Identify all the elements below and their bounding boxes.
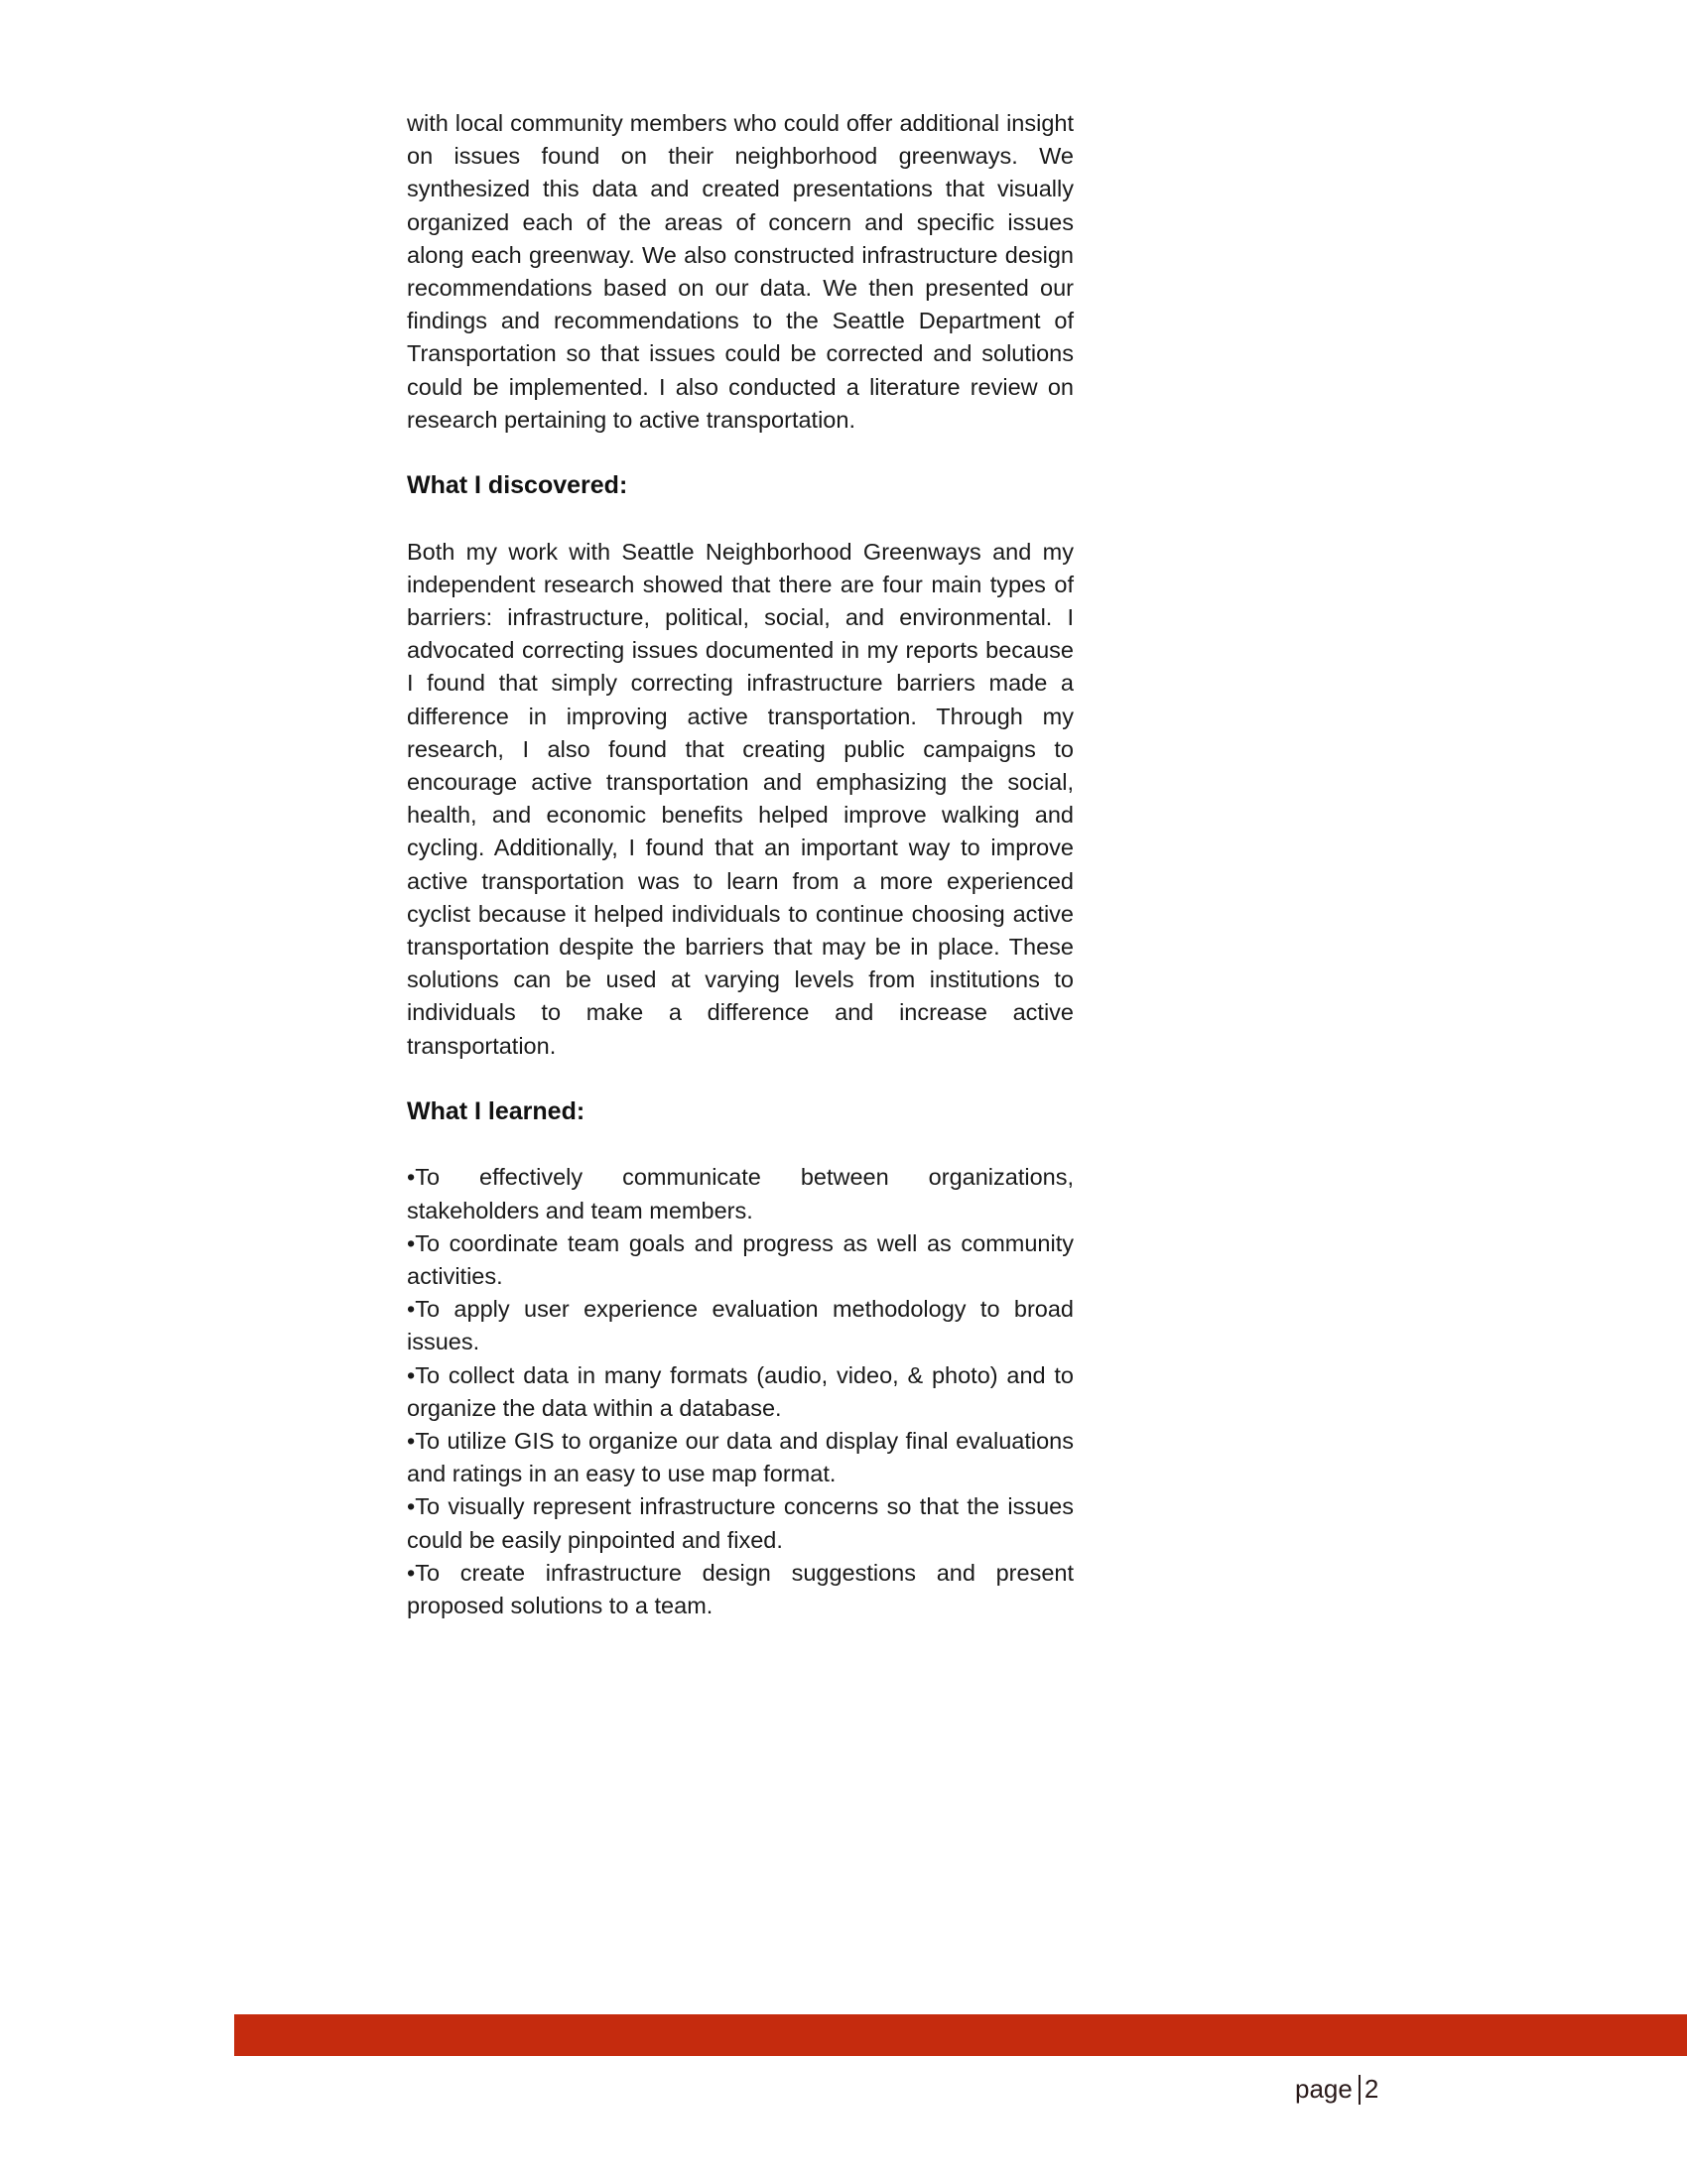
spacer	[407, 1128, 1074, 1161]
spacer	[407, 1063, 1074, 1095]
page-number-value: 2	[1363, 2074, 1379, 2104]
footer-accent-bar	[234, 2014, 1687, 2056]
learned-heading: What I learned:	[407, 1097, 585, 1126]
list-item: •To effectively communicate between organizations, stakeholders and team members.	[407, 1164, 1074, 1223]
intro-paragraph: with local community members who could offer additional insight on issues found on their neighborhood greenways. We synthesized this data and created presentations that visually organized each of the areas of concern and specific issues along each greenway. We also constructed infrastructure design recommendations based on our data. We then presented our findings and recommendations to the Seattle Department of Transportation so that issues could be corrected and solutions could be implemented. I also conducted a literature review on research pertaining to active transportation.	[407, 110, 1074, 433]
page-number	[1295, 2074, 1378, 2105]
discovered-heading: What I discovered:	[407, 471, 628, 500]
list-item: •To coordinate team goals and progress as well as community activities.	[407, 1229, 1074, 1290]
list-item: •To visually represent infrastructure concerns so that the issues could be easily pinpointed and fixed.	[407, 1493, 1074, 1553]
learned-list	[407, 1161, 1074, 1622]
page-label: page	[1295, 2074, 1353, 2104]
list-item: •To collect data in many formats (audio, video, & photo) and to organize the data within a database.	[407, 1361, 1074, 1421]
list-item: •To utilize GIS to organize our data and display final evaluations and ratings in an easy to use map format.	[407, 1428, 1074, 1487]
spacer	[407, 502, 1074, 535]
body-column	[407, 107, 1074, 1622]
discovered-paragraph: Both my work with Seattle Neighborhood Greenways and my independent research showed that there are four main types of barriers: infrastructure, political, social, and environmental. I advocated correcting issues documented in my reports because I found that simply correcting infrastructure barriers made a difference in improving active transportation. Through my research, I also found that creating public campaigns to encourage active transportation and emphasizing the social, health, and economic benefits helped improve walking and cycling. Additionally, I found that an important way to improve active transportation was to learn from a more experienced cyclist because it helped individuals to continue choosing active transportation despite the barriers that may be in place. These solutions can be used at varying levels from institutions to individuals to make a difference and increase active transportation.	[407, 538, 1074, 1059]
page-separator	[1359, 2075, 1361, 2105]
spacer	[407, 437, 1074, 469]
list-item: •To create infrastructure design suggestions and present proposed solutions to a team.	[407, 1559, 1074, 1619]
list-item: •To apply user experience evaluation methodology to broad issues.	[407, 1296, 1074, 1355]
